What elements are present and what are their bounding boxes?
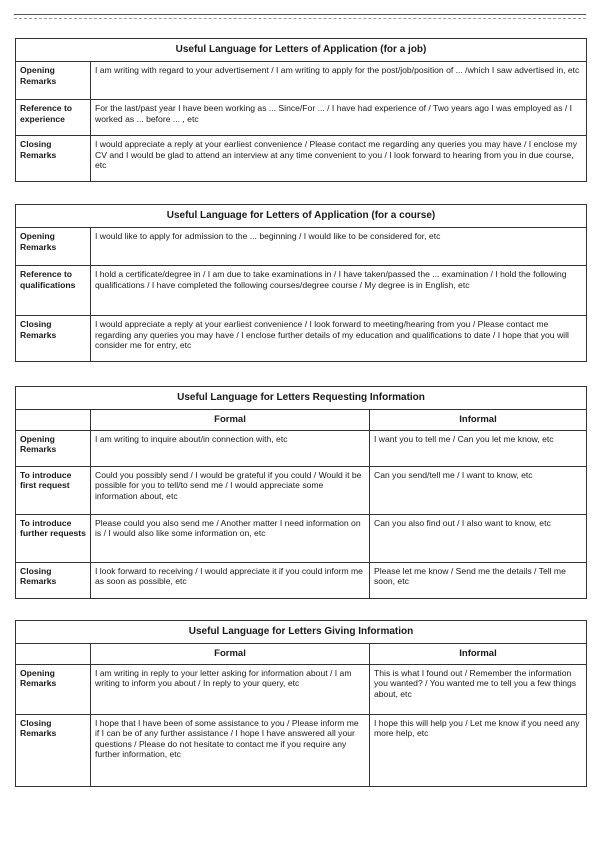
table-row xyxy=(16,228,587,266)
formal-text: Could you possibly send / I would be grateful if you could / Would it be possible for you to tell/to send me / I would appreciate some information about, etc xyxy=(91,466,370,514)
row-label: To introduce first request xyxy=(16,466,91,514)
formal-text: I look forward to receiving / I would appreciate it if you could inform me as soon as possible, etc xyxy=(91,562,370,598)
formal-text: I am writing in reply to your letter asking for information about / I am writing to inform you about / In reply to your query, etc xyxy=(91,664,370,714)
formal-header: Formal xyxy=(91,644,370,665)
informal-text: This is what I found out / Remember the information you wanted? / You wanted me to tell you a few things about, etc xyxy=(370,664,587,714)
table-row xyxy=(16,100,587,136)
informal-text: Can you also find out / I also want to know, etc xyxy=(370,514,587,562)
table-row xyxy=(16,430,587,466)
row-label: Opening Remarks xyxy=(16,62,91,100)
formal-text: I am writing to inquire about/in connection with, etc xyxy=(91,430,370,466)
informal-header: Informal xyxy=(370,644,587,665)
informal-text: I want you to tell me / Can you let me know, etc xyxy=(370,430,587,466)
giving-information-table xyxy=(15,620,587,787)
row-text: I would appreciate a reply at your earliest convenience / I look forward to meeting/hearing from you / Please contact me regarding any queries you may have / I enclose further details of my education and qualifications to date / I hope that you will consider me for entry, etc xyxy=(91,316,587,362)
row-text: I hold a certificate/degree in / I am due to take examinations in / I have taken/passed the ... examination / I hold the following qualifications / I have completed the following courses/degree course / My degree is in English, etc xyxy=(91,266,587,316)
row-text: I would appreciate a reply at your earliest convenience / Please contact me regarding any queries you may have / I enclose my CV and I would be glad to attend an interview at any time convenient to you / I look forward to hearing from you in due course, etc xyxy=(91,136,587,182)
row-label: To introduce further requests xyxy=(16,514,91,562)
row-label: Reference to experience xyxy=(16,100,91,136)
row-label: Opening Remarks xyxy=(16,664,91,714)
column-header-row xyxy=(16,644,587,665)
row-label: Closing Remarks xyxy=(16,562,91,598)
table-row xyxy=(16,466,587,514)
formal-text: Please could you also send me / Another matter I need information on is / I would also like some information on, etc xyxy=(91,514,370,562)
top-rule xyxy=(14,14,586,15)
informal-text: Please let me know / Send me the details / Tell me soon, etc xyxy=(370,562,587,598)
row-text: I would like to apply for admission to the ... beginning / I would like to be considered for, etc xyxy=(91,228,587,266)
table-title: Useful Language for Letters of Application (for a course) xyxy=(16,205,587,228)
empty-header xyxy=(16,644,91,665)
table-row xyxy=(16,266,587,316)
informal-text: I hope this will help you / Let me know if you need any more help, etc xyxy=(370,714,587,786)
row-label: Opening Remarks xyxy=(16,430,91,466)
course-application-table xyxy=(15,204,587,362)
table-row xyxy=(16,514,587,562)
row-label: Opening Remarks xyxy=(16,228,91,266)
informal-header: Informal xyxy=(370,410,587,431)
row-label: Closing Remarks xyxy=(16,714,91,786)
row-label: Closing Remarks xyxy=(16,136,91,182)
formal-text: I hope that I have been of some assistance to you / Please inform me if I can be of any further assistance / I hope I have answered all your questions / Please do not hesitate to contact me if you require any further information, etc xyxy=(91,714,370,786)
row-text: I am writing with regard to your advertisement / I am writing to apply for the post/job/position of ... /which I saw advertised in, etc xyxy=(91,62,587,100)
formal-header: Formal xyxy=(91,410,370,431)
table-title: Useful Language for Letters Giving Information xyxy=(16,621,587,644)
table-row xyxy=(16,316,587,362)
table-title: Useful Language for Letters Requesting Information xyxy=(16,387,587,410)
table-row xyxy=(16,562,587,598)
table-row xyxy=(16,664,587,714)
row-text: For the last/past year I have been working as ... Since/For ... / I have had experience of / Two years ago I was employed as / I worked as ... before ... , etc xyxy=(91,100,587,136)
empty-header xyxy=(16,410,91,431)
table-row xyxy=(16,714,587,786)
table-row xyxy=(16,62,587,100)
informal-text: Can you send/tell me / I want to know, etc xyxy=(370,466,587,514)
table-row xyxy=(16,136,587,182)
column-header-row xyxy=(16,410,587,431)
row-label: Closing Remarks xyxy=(16,316,91,362)
top-rule-dashed xyxy=(14,18,586,19)
requesting-information-table xyxy=(15,386,587,599)
row-label: Reference to qualifications xyxy=(16,266,91,316)
table-title: Useful Language for Letters of Application (for a job) xyxy=(16,39,587,62)
job-application-table xyxy=(15,38,587,182)
